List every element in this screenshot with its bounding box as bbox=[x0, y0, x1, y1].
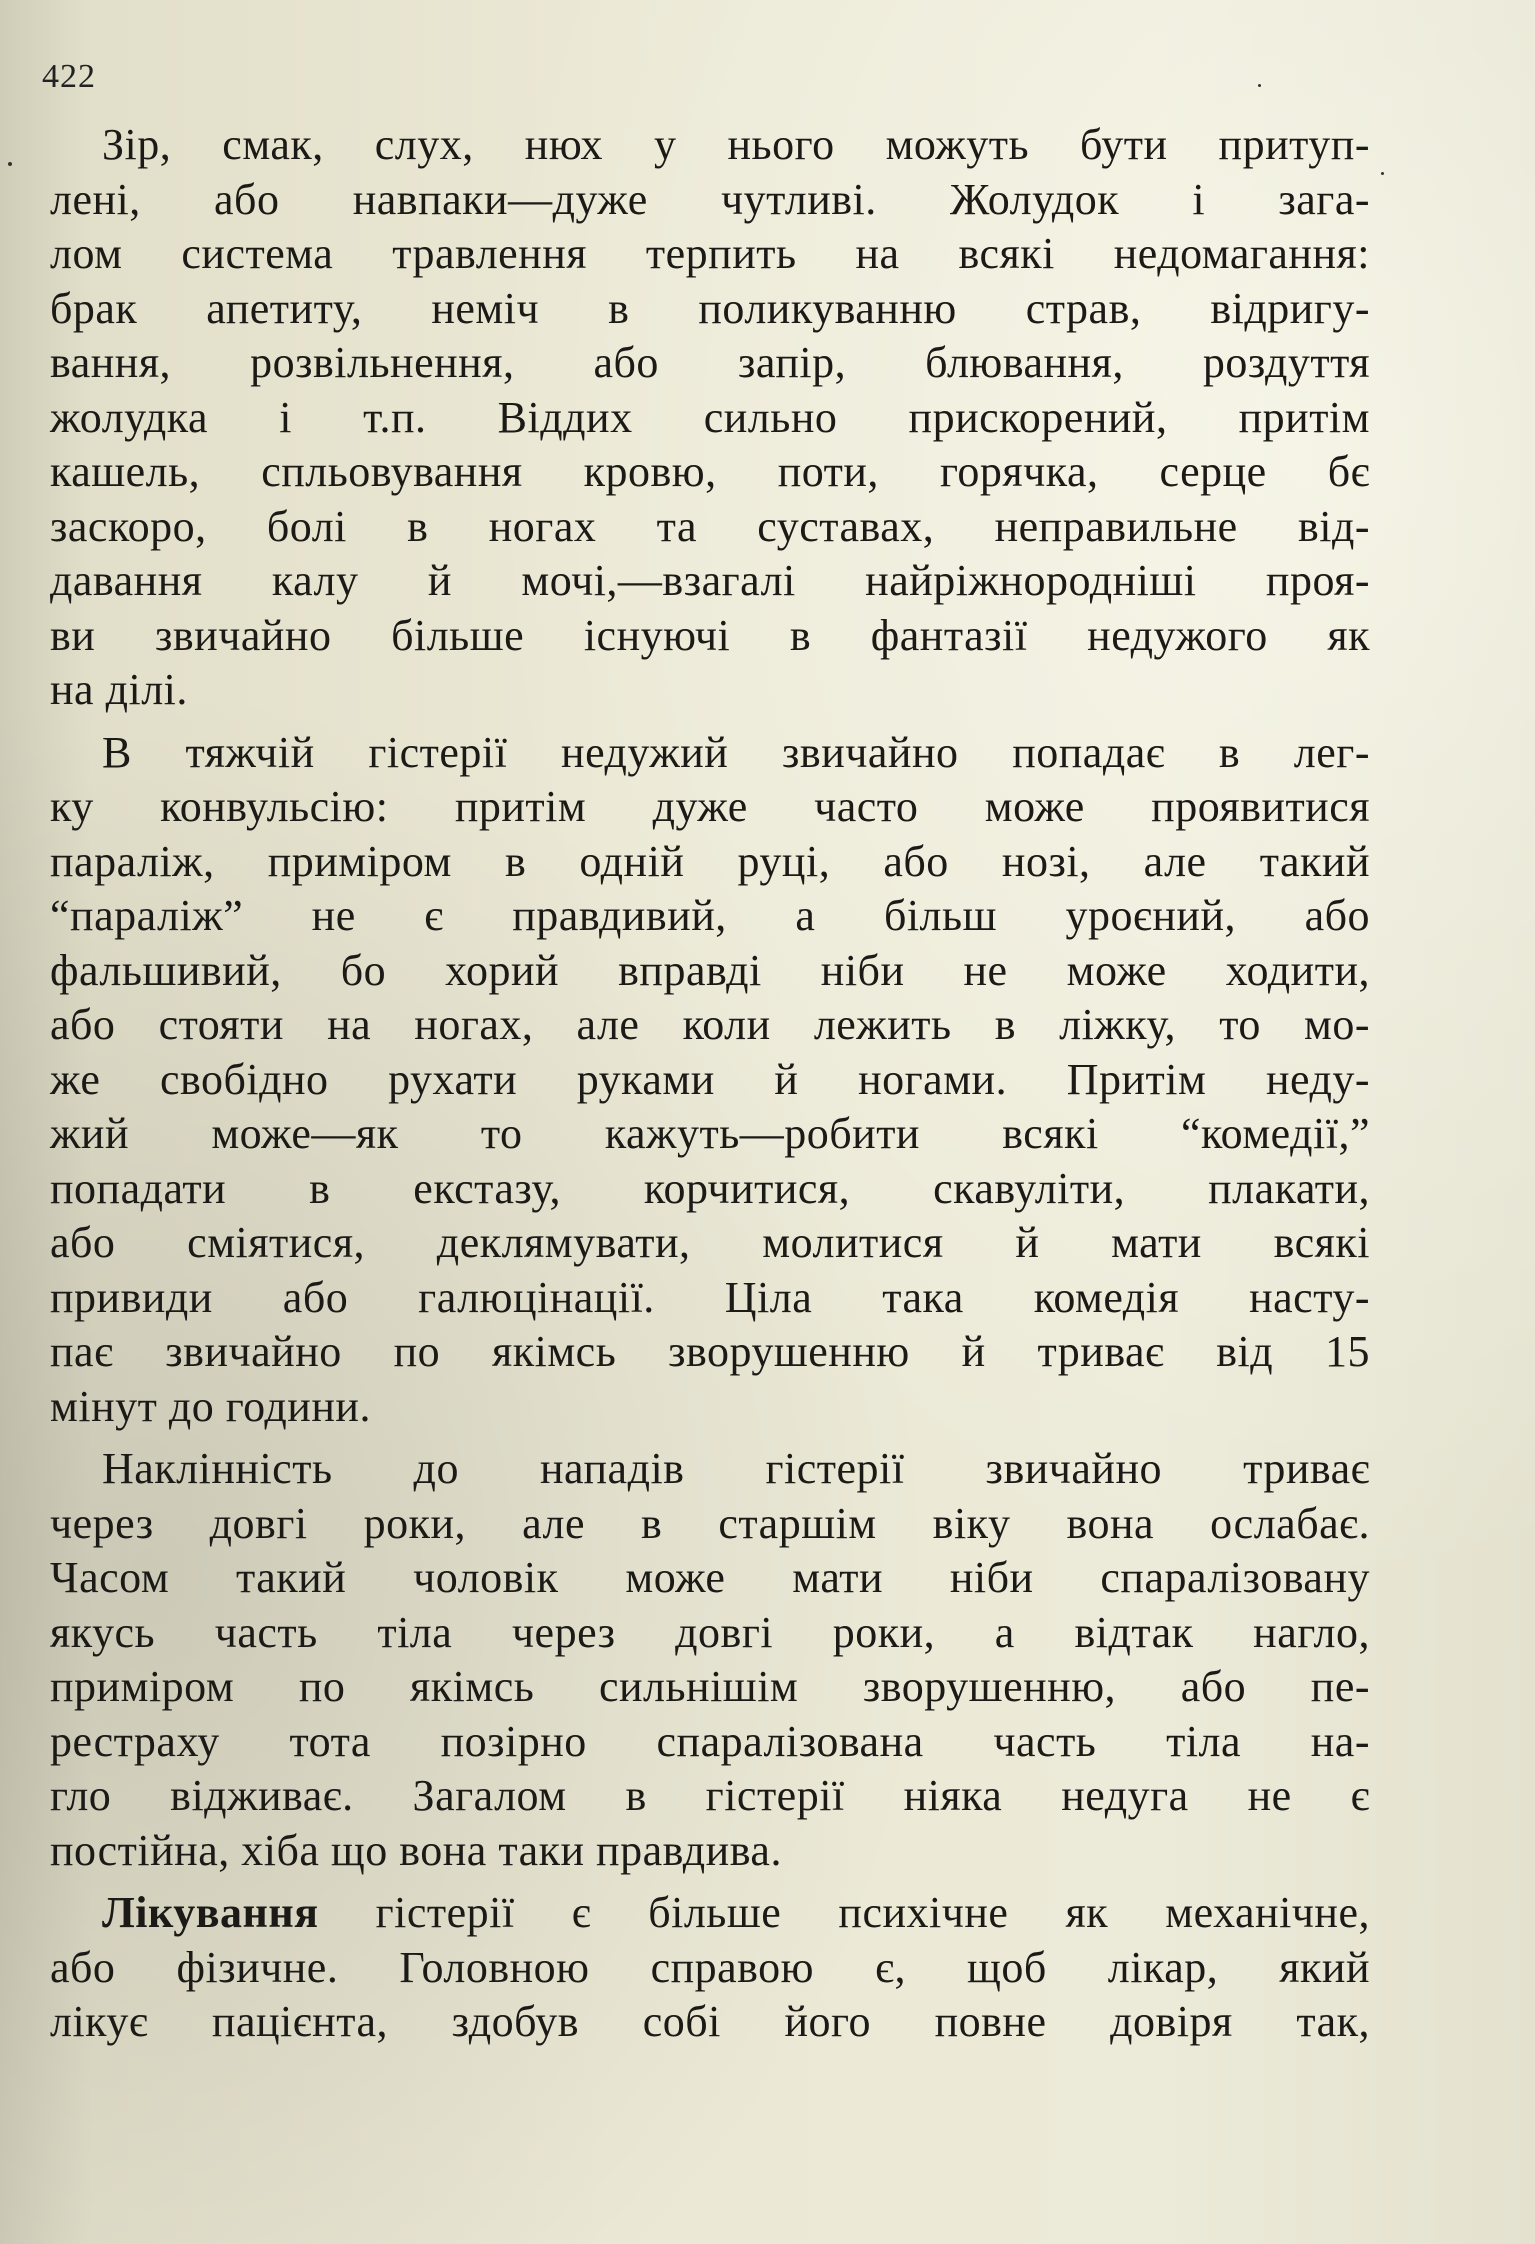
text-line: лені, або навпаки—дуже чутливі. Жолудок і зага- bbox=[50, 174, 1370, 224]
text-line: гло відживає. Загалом в гістерії ніяка недуга не є bbox=[50, 1771, 1370, 1820]
text-line: ку конвульсію: притім дуже часто може проявитися bbox=[50, 782, 1370, 831]
text-line: попадати в екстазу, корчитися, скавуліти, плакати, bbox=[50, 1163, 1370, 1213]
text-line: привиди або галюцінації. Ціла така комедія насту- bbox=[50, 1272, 1370, 1322]
text-line: Зір, смак, слух, нюх у нього можуть бути притуп- bbox=[102, 120, 1370, 169]
text-line: пає звичайно по якімсь зворушенню й триває від 15 bbox=[50, 1327, 1370, 1376]
text-line: давання калу й мочі,—взагалі найріжнородніші проя- bbox=[50, 556, 1370, 605]
text-line: параліж, приміром в одній руці, або нозі, але такий bbox=[50, 836, 1370, 886]
text-line: якусь часть тіла через довгі роки, а відтак нагло, bbox=[50, 1607, 1370, 1657]
text-line-rest: гістерії є більше психічне як механічне, bbox=[318, 1888, 1370, 1937]
text-line: брак апетиту, неміч в поликуванню страв, відригу- bbox=[50, 283, 1370, 333]
text-line: жолудка і т.п. Віддих сильно прискорений, притім bbox=[50, 392, 1370, 442]
text-line: через довгі роки, але в старшім віку вона ослабає. bbox=[50, 1498, 1370, 1548]
page-number: 422 bbox=[42, 58, 96, 95]
text-line: або стояти на ногах, але коли лежить в ліжку, то мо- bbox=[50, 1000, 1370, 1049]
text-line: жий може—як то кажуть—робити всякі “комедії,” bbox=[50, 1109, 1370, 1158]
text-line: вання, розвільнення, або запір, блювання, роздуття bbox=[50, 338, 1370, 387]
text-line-with-heading bbox=[50, 1886, 1370, 1941]
text-line: або сміятися, деклямувати, молитися й мати всякі bbox=[50, 1218, 1370, 1267]
text-line: ви звичайно більше існуючі в фантазії недужого як bbox=[50, 610, 1370, 660]
text-line: на ділі. bbox=[50, 665, 188, 714]
text-line: Часом такий чоловік може мати ніби спаралізовану bbox=[50, 1553, 1370, 1602]
print-speck bbox=[8, 162, 12, 166]
text-line: заскоро, болі в ногах та суставах, неправильне від- bbox=[50, 501, 1370, 551]
print-speck bbox=[1258, 84, 1261, 87]
treatment-heading: Лікування bbox=[102, 1888, 319, 1937]
text-line: приміром по якімсь сильнішім зворушенню, або пе- bbox=[50, 1662, 1370, 1711]
paragraph-1 bbox=[50, 118, 1370, 718]
paragraph-2 bbox=[50, 726, 1370, 1435]
text-line: постійна, хіба що вона таки правдива. bbox=[50, 1825, 782, 1875]
paragraph-3 bbox=[50, 1442, 1370, 1878]
text-line: лікує пацієнта, здобув собі його повне довіря так, bbox=[50, 1997, 1370, 2046]
text-line: фальшивий, бо хорий вправді ніби не може ходити, bbox=[50, 945, 1370, 995]
body-text bbox=[50, 118, 1370, 2050]
print-speck bbox=[1381, 172, 1384, 175]
text-line: кашель, спльовування кровю, поти, горячка, серце бє bbox=[50, 447, 1370, 496]
paragraph-4 bbox=[50, 1886, 1370, 2050]
text-line: В тяжчій гістерії недужий звичайно попадає в лег- bbox=[102, 727, 1370, 777]
text-line: або фізичне. Головною справою є, щоб лікар, який bbox=[50, 1942, 1370, 1992]
text-line: же свобідно рухати руками й ногами. Притім неду- bbox=[50, 1054, 1370, 1104]
text-line: рестраху тота позірно спаралізована часть тіла на- bbox=[50, 1716, 1370, 1766]
text-line: Наклінність до нападів гістерії звичайно триває bbox=[102, 1444, 1370, 1493]
text-line: “параліж” не є правдивий, а більш уроєний, або bbox=[50, 891, 1370, 940]
text-line: лом система травлення терпить на всякі недомагання: bbox=[50, 229, 1370, 278]
text-line: мінут до години. bbox=[50, 1381, 371, 1431]
